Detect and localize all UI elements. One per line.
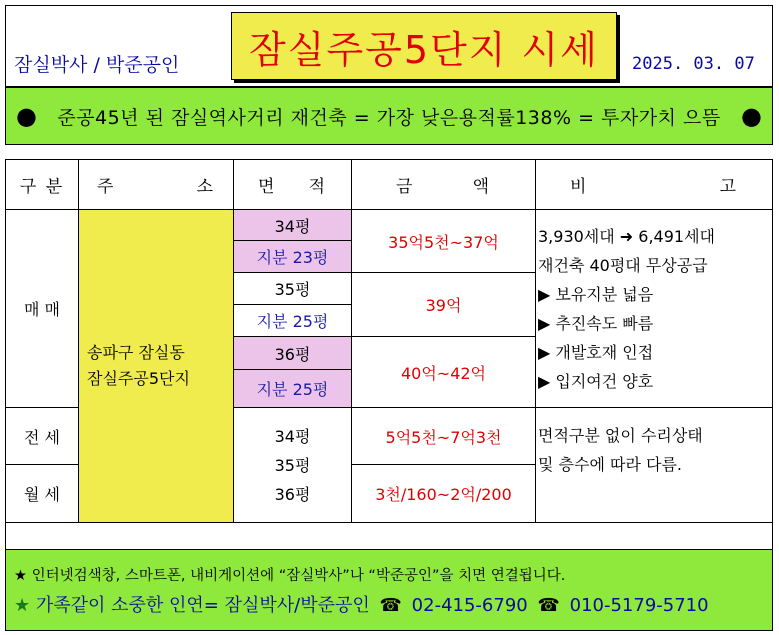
footer-line-1 [14, 564, 565, 585]
note-line: 재건축 40평대 무상공급 [538, 256, 708, 275]
price-cell: 35억5천~37억 [351, 209, 536, 273]
note-line: 및 층수에 따라 다름. [538, 455, 682, 474]
header-price-right: 액 [472, 177, 491, 197]
price-cell: 39억 [351, 272, 536, 337]
header-note-right: 고 [719, 177, 738, 197]
date-label: 2025. 03. 07 [632, 54, 755, 74]
price-cell: 40억~42억 [351, 336, 536, 408]
footer-line-1-text: 인터넷검색창, 스마트폰, 내비게이션에 “잠실박사”나 “박준공인”을 치면 연결됩니다. [31, 568, 566, 584]
banner-text: 준공45년 된 잠실역사거리 재건축 = 가장 낮은용적률138% = 투자가치 으뜸 [57, 106, 721, 129]
header-address [78, 159, 234, 210]
note-line: ▶ 추진속도 빠름 [538, 314, 654, 333]
header-price-left: 금 [396, 177, 415, 197]
banner [5, 87, 773, 145]
page-title: 잠실주공5단지 시세 [249, 27, 599, 72]
header-address-left: 주 [97, 177, 116, 197]
header-note-left: 비 [570, 177, 589, 197]
address-line-1: 송파구 잠실동 [87, 343, 185, 362]
author-label: 잠실박사 / 박준공인 [14, 54, 180, 76]
phone-icon: ☎ [537, 595, 560, 616]
rent-area: 35평 [274, 455, 311, 475]
phone-icon: ☎ [379, 595, 402, 616]
area-cell: 35평 [233, 272, 352, 305]
wolse-label: 월 세 [5, 464, 79, 523]
jeonse-label: 전 세 [5, 407, 79, 465]
header-note [535, 159, 773, 210]
area-cell: 36평 [233, 336, 352, 370]
header-area-right: 적 [308, 177, 327, 197]
phone-2: 010-5179-5710 [569, 595, 709, 616]
wolse-price: 3천/160~2억/200 [351, 464, 536, 523]
note-line: ▶ 개발호재 인접 [538, 343, 654, 362]
footer-line-2-text: 가족같이 소중한 인연= 잠실박사/박준공인 [35, 595, 370, 616]
header-price [351, 159, 536, 210]
jeonse-price: 5억5천~7억3천 [351, 407, 536, 465]
footer-line-2 [14, 591, 709, 617]
star-icon: ★ [14, 595, 31, 616]
footer-box [5, 549, 773, 631]
sale-label: 매 매 [5, 209, 79, 408]
rent-area: 36평 [274, 484, 311, 504]
spacer-row [5, 522, 773, 550]
bullet-icon: ● [16, 102, 37, 130]
star-icon: ★ [14, 568, 27, 584]
share-cell: 지분 23평 [233, 240, 352, 273]
address-line-2: 잠실주공5단지 [87, 369, 190, 388]
header-area [233, 159, 352, 210]
area-cell: 34평 [233, 209, 352, 241]
header-area-left: 면 [258, 177, 277, 197]
header-category: 구 분 [5, 159, 79, 210]
title-box [231, 12, 617, 80]
rent-notes [538, 421, 703, 479]
sale-notes [538, 222, 715, 396]
header-address-right: 소 [196, 177, 215, 197]
bullet-icon: ● [741, 102, 762, 130]
note-line: ▶ 입지여건 양호 [538, 372, 654, 391]
note-line: 3,930세대 ➜ 6,491세대 [538, 227, 716, 246]
rent-area: 34평 [274, 426, 311, 446]
note-line: 면적구분 없이 수리상태 [538, 426, 703, 445]
share-cell: 지분 25평 [233, 304, 352, 337]
rent-area-cell [233, 407, 352, 523]
address-cell [78, 209, 234, 523]
note-line: ▶ 보유지분 넓음 [538, 285, 654, 304]
phone-1: 02-415-6790 [411, 595, 528, 616]
share-cell: 지분 25평 [233, 369, 352, 408]
